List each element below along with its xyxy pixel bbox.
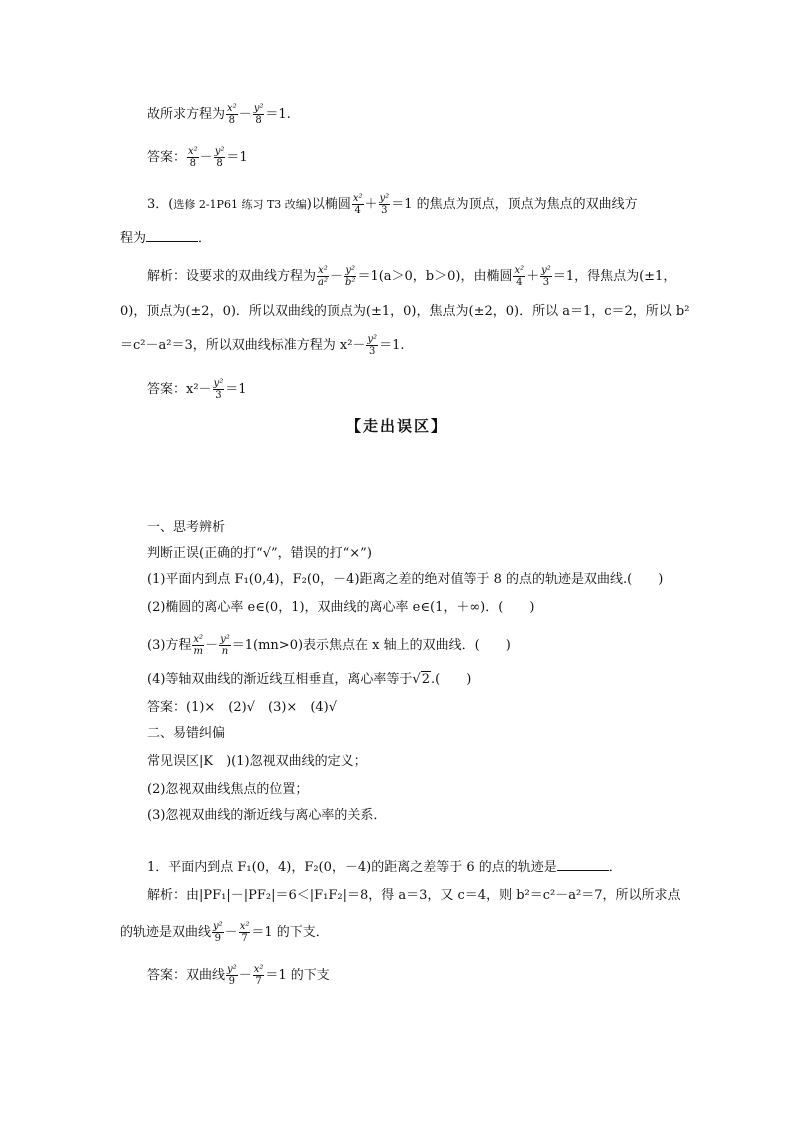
section-1-title: 一、思考辨析 (147, 520, 226, 535)
q1-answer-prefix: 答案：双曲线 (147, 968, 226, 983)
section-2-line-2: (2)忽视双曲线焦点的位置； (147, 782, 309, 797)
analysis-3-p3: ＝1，得焦点为(±1， (552, 269, 677, 284)
item-3-prefix: (3)方程 (147, 638, 192, 653)
analysis-3-line-1: 解析：设要求的双曲线方程为 $\frac{\text{x²}}{\text{a²}}$ － $\frac{\text{y²}}{\text{b²}}$ ＝1(a＞0，b＞0)，由椭圆 $\frac{\text{x²}}{4}$ ＋ $\frac{\text{y²}}{3}$ ＝1，得焦点为(±1， (147, 265, 677, 288)
answer-3-suffix: ＝1 (225, 382, 247, 397)
section-heading: 【走出误区】 (345, 417, 448, 435)
item-4-prefix: (4)等轴双曲线的渐近线互相垂直，离心率等于 (147, 672, 413, 687)
item-4-suffix: .( ) (431, 672, 472, 687)
line-1-prefix: 故所求方程为 (147, 107, 226, 122)
answer-2-prefix: 答案： (147, 150, 187, 165)
q1-analysis-2-prefix: 的轨迹是双曲线 (120, 925, 212, 940)
item-4-sqrt: 2 (421, 672, 430, 687)
q3-text-3: 程为 (120, 231, 147, 246)
section-2-line-3: (3)忽视双曲线的渐近线与离心率的关系． (147, 808, 387, 823)
q3-source: 选修 2-1P61 练习 T3 改编 (173, 198, 307, 211)
section-1-intro: 判断正误(正确的打“√”，错误的打“×”) (147, 546, 372, 561)
analysis-3-line-2 (120, 302, 689, 322)
item-3-suffix: ＝1(mn>0)表示焦点在 x 轴上的双曲线．( ) (231, 638, 511, 653)
section-2-title: 二、易错纠偏 (147, 726, 226, 741)
q1-answer: 答案：双曲线 $\frac{\text{y²}}{9}$ － $\frac{\text{x²}}{7}$ ＝1 的下支 (147, 964, 330, 987)
answer-blank (146, 229, 198, 242)
q1-analysis-2-suffix: ＝1 的下支． (251, 925, 329, 940)
answer-3-prefix: 答案：x²－ (147, 382, 212, 397)
q1-analysis-line-1: 解析：由|PF₁|－|PF₂|＝6＜|F₁F₂|＝8，得 a＝3，又 c＝4，则 b²＝c²－a²＝7，所以所求点 (147, 888, 681, 903)
line-equation-result: 故所求方程为 $\frac{\text{x²}}{8}$ － $\frac{\text{y²}}{8}$ ＝1. (147, 103, 291, 126)
section-1-item-4: (4)等轴双曲线的渐近线互相垂直，离心率等于√2.( ) (147, 672, 472, 687)
q3-text-4: ． (198, 231, 212, 246)
q1-end: ． (608, 860, 622, 875)
section-1-item-3: (3)方程 $\frac{\text{x²}}{m}$ － $\frac{\text{y²}}{n}$ ＝1(mn>0)表示焦点在 x 轴上的双曲线．( ) (147, 634, 511, 657)
analysis-3-p2: ＝1(a＞0，b＞0)，由椭圆 (357, 269, 513, 284)
analysis-3-p4: 0)，顶点为(±2，0)．所以双曲线的顶点为(±1，0)，焦点为(±2，0)．所以 a＝1，c＝2，所以 b² (120, 304, 690, 319)
q1-answer-suffix: ＝1 的下支 (265, 968, 330, 983)
answer-2-suffix: ＝1 (226, 150, 248, 165)
section-2-line-1: 常见误区|K )(1)忽视双曲线的定义； (147, 754, 367, 769)
question-3: 3．(选修 2-1P61 练习 T3 改编)以椭圆 $\frac{\text{x²}}{4}$ ＋ $\frac{\text{y²}}{3}$ ＝1 的焦点为顶点，顶点为焦点的双曲线方 (147, 193, 638, 216)
section-1-item-1: (1)平面内到点 F₁(0,4)，F₂(0，－4)距离之差的绝对值等于 8 的点的轨迹是双曲线.( ) (147, 572, 664, 587)
section-1-answer: 答案：(1)× (2)√ (3)× (4)√ (147, 700, 338, 715)
analysis-3-line-3: ＝c²－a²＝3，所以双曲线标准方程为 x²－ $\frac{\text{y²}}{3}$ ＝1. (120, 334, 405, 357)
q1-analysis-line-2: 的轨迹是双曲线 $\frac{\text{y²}}{9}$ － $\frac{\text{x²}}{7}$ ＝1 的下支． (120, 921, 329, 944)
q3-number: 3．( (147, 197, 174, 212)
question-3-cont (120, 229, 211, 249)
line-1-suffix: ＝1. (265, 107, 291, 122)
q1-blank (557, 858, 609, 871)
question-1 (147, 858, 622, 878)
analysis-3-p1: 解析：设要求的双曲线方程为 (147, 269, 317, 284)
q3-text-2: ＝1 的焦点为顶点，顶点为焦点的双曲线方 (391, 197, 638, 212)
section-1-item-2: (2)椭圆的离心率 e∈(0，1)，双曲线的离心率 e∈(1，＋∞)．( ) (147, 600, 535, 615)
answer-2: 答案： $\frac{\text{x²}}{8}$ － $\frac{\text{y²}}{8}$ ＝1 (147, 146, 248, 169)
q3-text-1: )以椭圆 (306, 197, 351, 212)
answer-3: 答案：x²－ $\frac{\text{y²}}{3}$ ＝1 (147, 378, 247, 401)
analysis-3-p5: ＝c²－a²＝3，所以双曲线标准方程为 x²－ (120, 338, 366, 353)
analysis-3-p6: ＝1. (379, 338, 405, 353)
q1-text: 1．平面内到点 F₁(0，4)，F₂(0，－4)的距离之差等于 6 的点的轨迹是 (147, 860, 557, 875)
